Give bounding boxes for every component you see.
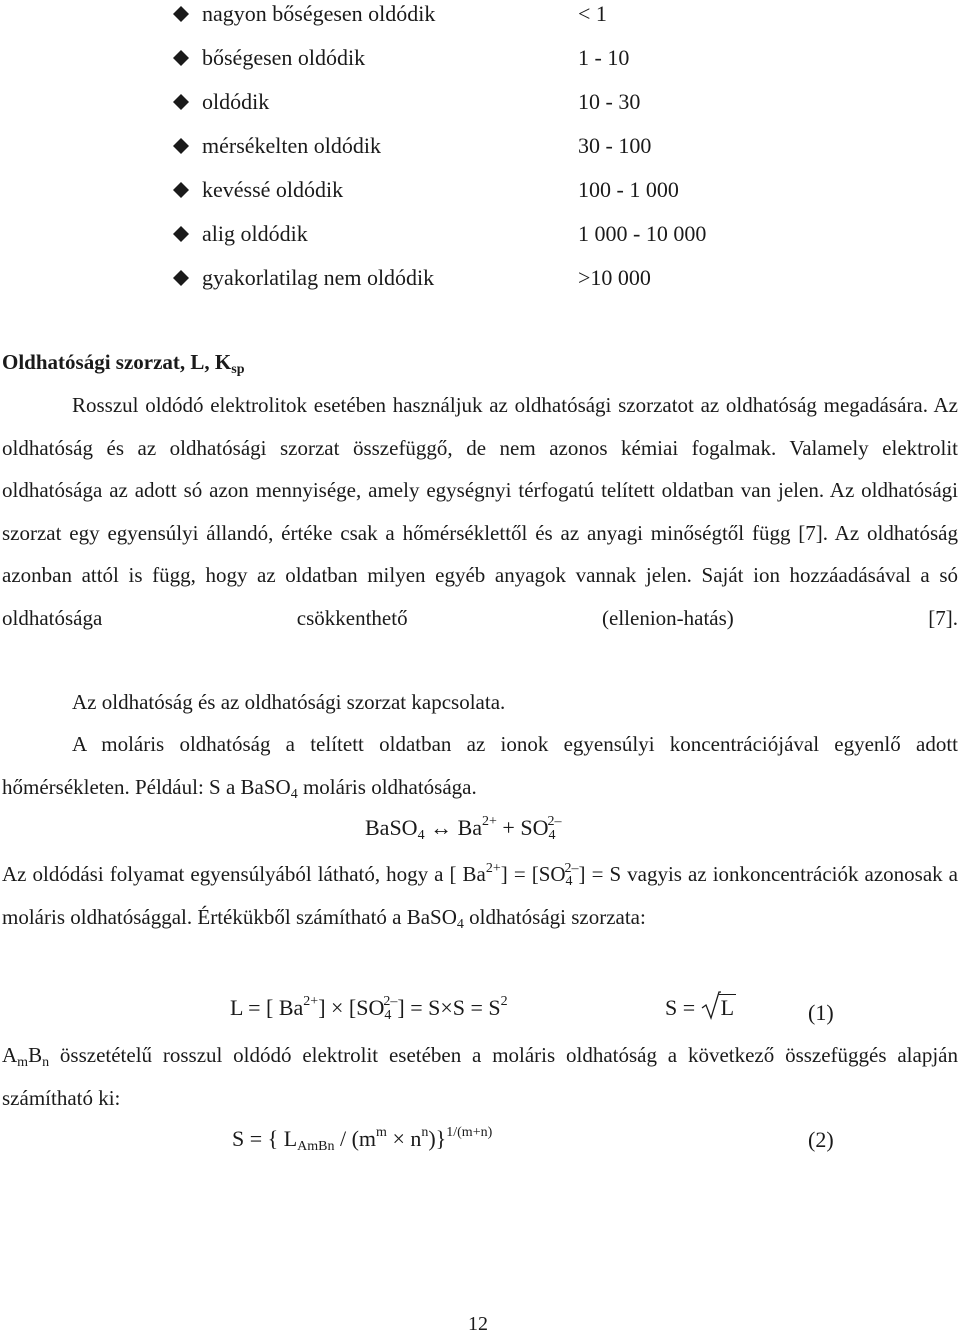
solubility-range-value: < 1 — [578, 1, 607, 26]
solubility-category-label: bőségesen oldódik — [202, 45, 366, 70]
solubility-range-value: 30 - 100 — [578, 133, 652, 158]
equation-number-2: (2) — [808, 1127, 834, 1152]
sqrt-equation: S = L — [665, 995, 736, 1021]
page-number: 12 — [468, 1313, 488, 1335]
dissociation-equation: BaSO$_4$ ↔ $Ba^{2+} + SO_4^{2-}$ — [365, 814, 562, 843]
section-heading: Oldhatósági szorzat, L, $K_{sp}$ — [2, 350, 245, 377]
solubility-category-label: mérsékelten oldódik — [202, 133, 382, 158]
solubility-category-label: gyakorlatilag nem oldódik — [202, 265, 435, 290]
solubility-category-label: oldódik — [202, 89, 270, 114]
paragraph-ambn: $A_mB_n$ összetételű rosszul oldódó elektrolit esetében a moláris oldhatóság a következő összefüggés alapján számítható ki: — [2, 1043, 958, 1110]
square-root: L — [701, 995, 736, 1021]
sqrt-sign-icon — [701, 991, 721, 1021]
diamond-bullet-icon — [173, 94, 189, 110]
solubility-category-label: kevéssé oldódik — [202, 177, 344, 202]
solubility-category-label: alig oldódik — [202, 221, 308, 246]
diamond-bullet-icon — [173, 270, 189, 286]
molar-solubility-equation: S = { $L_{AmBn} / (m^m \times n^n)\}^{1/(m+n)}$ — [232, 1125, 493, 1154]
diamond-bullet-icon — [173, 182, 189, 198]
paragraph-molar-solubility: A moláris oldhatóság a telített oldatban az ionok egyensúlyi koncentrációjával egyenlő adott hőmérsékleten. Például: S a BaSO$_4$ moláris oldhatósága. — [2, 732, 958, 802]
equilibrium-arrow-icon: ↔ — [430, 815, 453, 840]
solubility-range-value: >10 000 — [578, 265, 651, 290]
diamond-bullet-icon — [173, 50, 189, 66]
diamond-bullet-icon — [173, 226, 189, 242]
diamond-bullet-icon — [173, 138, 189, 154]
solubility-product-equation: L = [ $Ba^{2+}] \times [SO_4^{2-}] = S\times S = S^2$ — [230, 994, 508, 1023]
solubility-range-value: 1 - 10 — [578, 45, 630, 70]
paragraph-relation-title: Az oldhatóság és az oldhatósági szorzat kapcsolata. — [72, 690, 506, 714]
solubility-range-value: 10 - 30 — [578, 89, 641, 114]
paragraph-intro: Rosszul oldódó elektrolitok esetében használjuk az oldhatósági szorzatot az oldhatóság megadására. Az oldhatóság és az oldhatósági szorzat összefüggő, de nem azonos kémiai fogalmak. Valamely elektrolit oldhatósága az adott só azon mennyisége, amely egységnyi térfogatú telített oldatban van jelen. Az oldhatósági szorzat egy egyensúlyi állandó, értéke csak a hőmérséklettől és az anyagi minőségtől függ [7]. Az oldhatóság azonban attól is függ, hogy az oldatban milyen egyéb anyagok vannak jelen. Saját ion hozzáadásával a só oldhatósága csökkenthető (ellenion-hatás) [7]. — [2, 393, 958, 630]
solubility-range-value: 100 - 1 000 — [578, 177, 679, 202]
equation-number-1: (1) — [808, 1000, 834, 1025]
solubility-range-value: 1 000 - 10 000 — [578, 221, 707, 246]
solubility-category-label: nagyon bőségesen oldódik — [202, 1, 436, 26]
paragraph-ion-concentrations: Az oldódási folyamat egyensúlyából látható, hogy a [ $Ba^{2+}] = [SO_4^{2-}] = S$ vagyis az ionkoncentrációk azonosak a moláris oldhatósággal. Értékükből számítható a BaSO$_4$ oldhatósági szorzata: — [2, 861, 958, 932]
diamond-bullet-icon — [173, 6, 189, 22]
